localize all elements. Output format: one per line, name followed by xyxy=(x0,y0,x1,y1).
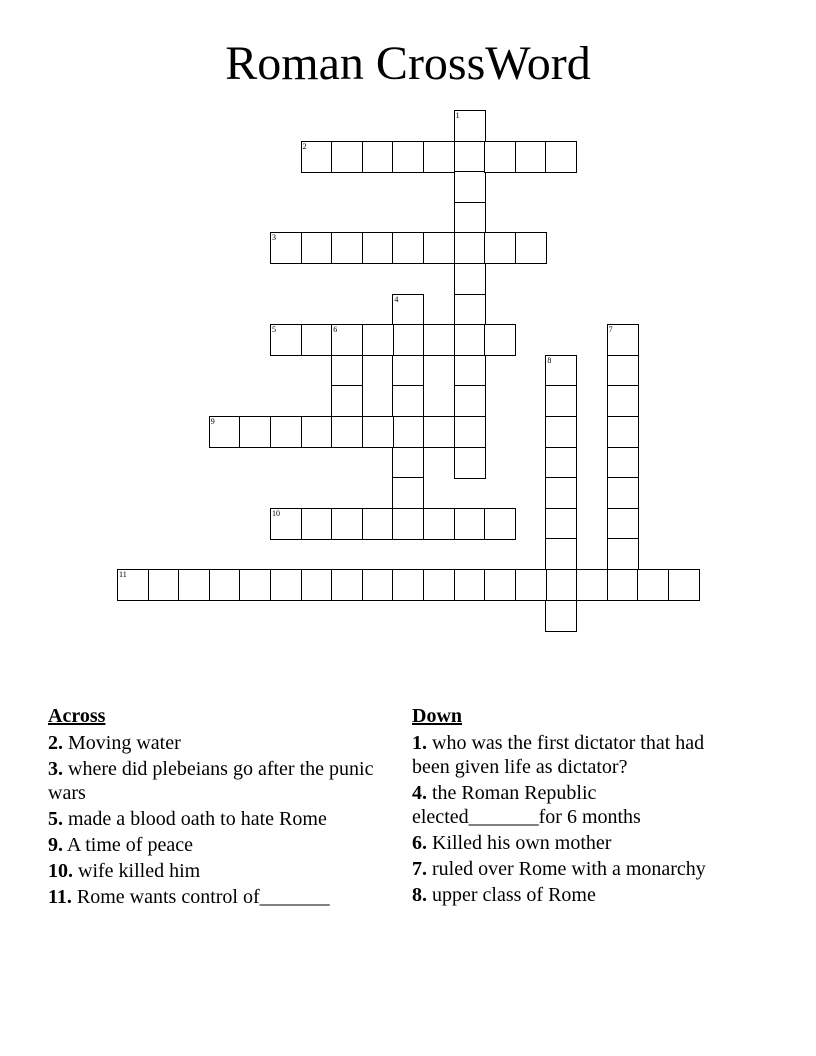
grid-cell[interactable] xyxy=(331,324,363,356)
grid-cell[interactable] xyxy=(423,324,455,356)
clue-number-label: 6 xyxy=(333,325,338,335)
grid-cell[interactable] xyxy=(607,385,639,417)
clue-number-label: 7 xyxy=(608,325,613,335)
down-clues xyxy=(412,704,742,909)
clue-across-3 xyxy=(48,757,388,805)
grid-cell[interactable] xyxy=(270,416,302,448)
grid-cell[interactable] xyxy=(454,263,486,295)
grid-cell[interactable] xyxy=(454,202,486,234)
clue-text: upper class of Rome xyxy=(432,884,596,906)
grid-cell[interactable] xyxy=(331,141,363,173)
grid-cell[interactable] xyxy=(454,355,486,387)
grid-cell[interactable] xyxy=(331,508,363,540)
grid-cell[interactable] xyxy=(178,569,210,601)
clue-text: A time of peace xyxy=(66,834,193,856)
grid-cell[interactable] xyxy=(331,385,363,417)
down-heading: Down xyxy=(412,705,463,727)
grid-cell[interactable] xyxy=(392,508,424,540)
grid-cell[interactable] xyxy=(362,416,394,448)
grid-cell[interactable] xyxy=(454,171,486,203)
clue-text: who was the first dictator that had been given life as dictator? xyxy=(412,732,705,778)
clue-number: 10. xyxy=(48,860,73,882)
grid-cell[interactable] xyxy=(392,232,424,264)
grid-cell[interactable] xyxy=(392,477,424,509)
grid-cell[interactable] xyxy=(117,569,149,601)
clue-text: where did plebeians go after the punic wars xyxy=(48,758,374,804)
clue-number: 9. xyxy=(48,834,63,856)
clue-number: 7. xyxy=(412,858,427,880)
grid-cell[interactable] xyxy=(515,141,547,173)
clue-number: 2. xyxy=(48,732,63,754)
grid-cell[interactable] xyxy=(392,141,424,173)
grid-cell[interactable] xyxy=(239,416,271,448)
clue-number-label: 9 xyxy=(210,417,215,426)
grid-cell[interactable] xyxy=(454,141,486,173)
grid-cell[interactable] xyxy=(301,416,333,448)
clue-number-label: 1 xyxy=(455,111,460,120)
grid-cell[interactable] xyxy=(484,141,516,173)
grid-cell[interactable] xyxy=(637,569,669,601)
grid-cell[interactable] xyxy=(545,569,577,601)
grid-cell[interactable] xyxy=(454,447,486,479)
clue-across-9 xyxy=(48,833,388,857)
grid-cell[interactable] xyxy=(545,538,577,570)
grid-cell[interactable] xyxy=(454,569,486,601)
grid-cell[interactable] xyxy=(515,569,547,601)
grid-cell[interactable] xyxy=(301,232,333,264)
puzzle-title: Roman CrossWord xyxy=(225,37,591,90)
across-clues xyxy=(48,704,388,911)
grid-cell[interactable] xyxy=(545,600,577,632)
clue-text: Moving water xyxy=(68,732,181,754)
clue-number-label: 11 xyxy=(119,570,127,579)
grid-cell[interactable] xyxy=(545,385,577,417)
clue-text: ruled over Rome with a monarchy xyxy=(432,858,706,880)
grid-cell[interactable] xyxy=(362,141,394,173)
grid-cell[interactable] xyxy=(301,324,333,356)
grid-cell[interactable] xyxy=(392,569,424,601)
grid-cell[interactable] xyxy=(607,416,639,448)
grid-cell[interactable] xyxy=(607,355,639,387)
grid-cell[interactable] xyxy=(607,324,639,356)
grid-cell[interactable] xyxy=(545,416,577,448)
grid-cell[interactable] xyxy=(454,385,486,417)
clue-text: wife killed him xyxy=(78,860,201,882)
grid-cell[interactable] xyxy=(454,110,486,142)
grid-cell[interactable] xyxy=(607,508,639,540)
clue-number: 4. xyxy=(412,782,427,804)
clue-number-label: 5 xyxy=(272,325,276,335)
grid-cell[interactable] xyxy=(270,324,302,356)
grid-cell[interactable] xyxy=(454,416,486,448)
grid-cell[interactable] xyxy=(148,569,180,601)
clue-text: Killed his own mother xyxy=(432,832,612,854)
across-heading: Across xyxy=(48,705,106,727)
clue-down-8 xyxy=(412,883,742,907)
grid-cell[interactable] xyxy=(454,508,486,540)
grid-cell[interactable] xyxy=(362,324,394,356)
clue-number: 5. xyxy=(48,808,63,830)
grid-cell[interactable] xyxy=(423,416,455,448)
clue-number-label: 8 xyxy=(547,355,552,365)
grid-cell[interactable] xyxy=(301,569,333,601)
clue-across-10 xyxy=(48,859,388,883)
grid-cell[interactable] xyxy=(607,569,639,601)
grid-cell[interactable] xyxy=(301,508,333,540)
clue-text: made a blood oath to hate Rome xyxy=(68,808,327,830)
grid-cell[interactable] xyxy=(545,447,577,479)
clue-number: 8. xyxy=(412,884,427,906)
grid-cell[interactable] xyxy=(362,232,394,264)
clue-down-6 xyxy=(412,831,742,855)
grid-cell[interactable] xyxy=(331,569,363,601)
clue-down-1 xyxy=(412,731,742,779)
grid-cell[interactable] xyxy=(423,569,455,601)
clue-number-label: 4 xyxy=(394,294,399,304)
grid-cell[interactable] xyxy=(454,232,486,264)
grid-cell[interactable] xyxy=(270,508,302,540)
grid-cell[interactable] xyxy=(668,569,700,601)
grid-cell[interactable] xyxy=(362,508,394,540)
grid-cell[interactable] xyxy=(545,141,577,173)
clue-text: Rome wants control of_______ xyxy=(76,886,330,908)
grid-cell[interactable] xyxy=(270,232,302,264)
grid-cell[interactable] xyxy=(484,232,516,264)
clue-number-label: 2 xyxy=(302,141,307,151)
grid-cell[interactable] xyxy=(331,355,363,387)
grid-cell[interactable] xyxy=(545,477,577,509)
clue-across-2 xyxy=(48,731,388,755)
clue-number: 11. xyxy=(48,886,72,908)
grid-cell[interactable] xyxy=(423,508,455,540)
grid-cell[interactable] xyxy=(209,569,241,601)
clue-number-label: 3 xyxy=(272,233,276,243)
grid-cell[interactable] xyxy=(423,232,455,264)
clue-text: the Roman Republic elected_______for 6 months xyxy=(412,782,641,828)
grid-cell[interactable] xyxy=(607,538,639,570)
grid-cell[interactable] xyxy=(331,232,363,264)
grid-cell[interactable] xyxy=(362,569,394,601)
grid-cell[interactable] xyxy=(484,324,516,356)
grid-cell[interactable] xyxy=(392,355,424,387)
grid-cell[interactable] xyxy=(301,141,333,173)
grid-cell[interactable] xyxy=(484,569,516,601)
clue-number: 3. xyxy=(48,758,63,780)
grid-cell[interactable] xyxy=(270,569,302,601)
grid-cell[interactable] xyxy=(607,447,639,479)
grid-cell[interactable] xyxy=(607,477,639,509)
grid-cell[interactable] xyxy=(545,508,577,540)
grid-cell[interactable] xyxy=(239,569,271,601)
grid-cell[interactable] xyxy=(209,416,241,448)
clue-across-11 xyxy=(48,885,388,909)
clue-across-5 xyxy=(48,807,388,831)
grid-cell[interactable] xyxy=(392,294,424,326)
grid-cell[interactable] xyxy=(454,294,486,326)
grid-cell[interactable] xyxy=(392,447,424,479)
grid-cell[interactable] xyxy=(576,569,608,601)
grid-cell[interactable] xyxy=(331,416,363,448)
clue-number: 1. xyxy=(412,732,427,754)
grid-cell[interactable] xyxy=(392,416,424,448)
grid-cell[interactable] xyxy=(423,141,455,173)
clue-number-label: 10 xyxy=(272,508,280,518)
grid-cell[interactable] xyxy=(392,324,424,356)
grid-cell[interactable] xyxy=(545,355,577,387)
clue-down-4 xyxy=(412,781,742,829)
grid-cell[interactable] xyxy=(484,508,516,540)
clue-down-7 xyxy=(412,857,742,881)
grid-cell[interactable] xyxy=(392,385,424,417)
grid-cell[interactable] xyxy=(454,324,486,356)
grid-cell[interactable] xyxy=(515,232,547,264)
clue-number: 6. xyxy=(412,832,427,854)
